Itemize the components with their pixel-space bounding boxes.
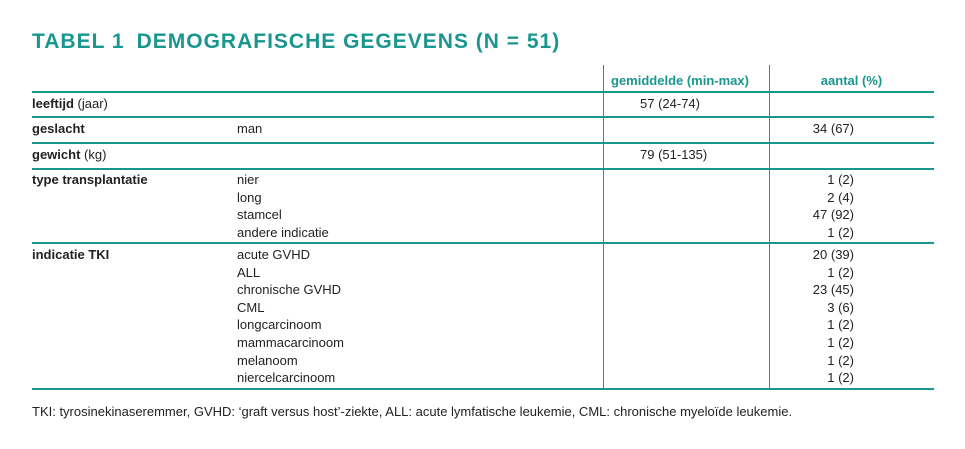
row-weight-mean: 79 (51-135) bbox=[640, 147, 708, 162]
row-rule bbox=[32, 116, 934, 118]
indication-sub: CML bbox=[237, 299, 265, 315]
header-count: aantal (%) bbox=[820, 73, 883, 88]
demographics-table bbox=[32, 65, 934, 390]
indication-counts bbox=[769, 246, 854, 387]
row-rule bbox=[32, 142, 934, 144]
row-age-mean: 57 (24-74) bbox=[640, 96, 700, 111]
row-weight-label: gewicht (kg) bbox=[32, 147, 107, 162]
indication-count: 1 (2) bbox=[827, 264, 854, 280]
row-age-label: leeftijd (jaar) bbox=[32, 96, 108, 111]
table-number: TABEL 1 bbox=[32, 30, 125, 53]
transplant-sub: long bbox=[237, 189, 262, 205]
indication-sub: mammacarcinoom bbox=[237, 334, 344, 350]
indication-sub: melanoom bbox=[237, 352, 298, 368]
transplant-subs bbox=[237, 171, 329, 241]
header-mean: gemiddelde (min-max) bbox=[611, 73, 749, 88]
indication-count: 1 (2) bbox=[827, 317, 854, 333]
table-title-text: DEMOGRAFISCHE GEGEVENS (N = 51) bbox=[136, 30, 561, 53]
row-sex-sub: man bbox=[237, 121, 263, 136]
indication-sub: chronische GVHD bbox=[237, 282, 342, 298]
transplant-count: 2 (4) bbox=[827, 189, 854, 205]
indication-sub: acute GVHD bbox=[237, 247, 310, 262]
indication-sub: longcarcinoom bbox=[237, 317, 322, 333]
row-rule bbox=[32, 242, 934, 244]
row-rule bbox=[32, 168, 934, 170]
row-transplant-label: type transplantatie bbox=[32, 172, 148, 187]
table-footnote: TKI: tyrosinekinaseremmer, GVHD: ‘graft versus host’-ziekte, ALL: acute lymfatische leukemie, CML: chronische myeloïde leukemie. bbox=[32, 404, 793, 419]
column-divider bbox=[603, 65, 604, 390]
transplant-count: 1 (2) bbox=[827, 224, 854, 240]
transplant-sub: andere indicatie bbox=[237, 224, 329, 240]
indication-subs bbox=[237, 246, 344, 387]
transplant-count: 47 (92) bbox=[812, 207, 854, 223]
indication-count: 1 (2) bbox=[827, 370, 854, 386]
indication-count: 1 (2) bbox=[827, 334, 854, 350]
row-sex-count: 34 (67) bbox=[812, 121, 854, 136]
row-indication-label: indicatie TKI bbox=[32, 247, 110, 262]
table-bottom-rule bbox=[32, 388, 934, 390]
indication-count: 1 (2) bbox=[827, 352, 854, 368]
row-sex-label: geslacht bbox=[32, 121, 85, 136]
transplant-counts bbox=[769, 171, 854, 241]
indication-count: 3 (6) bbox=[827, 299, 854, 315]
table-title bbox=[32, 30, 560, 54]
indication-count: 20 (39) bbox=[812, 247, 854, 262]
transplant-sub: nier bbox=[237, 172, 259, 187]
transplant-sub: stamcel bbox=[237, 207, 282, 223]
transplant-count: 1 (2) bbox=[827, 172, 854, 187]
indication-count: 23 (45) bbox=[812, 282, 854, 298]
indication-sub: ALL bbox=[237, 264, 261, 280]
header-rule bbox=[32, 91, 934, 93]
indication-sub: niercelcarcinoom bbox=[237, 370, 336, 386]
